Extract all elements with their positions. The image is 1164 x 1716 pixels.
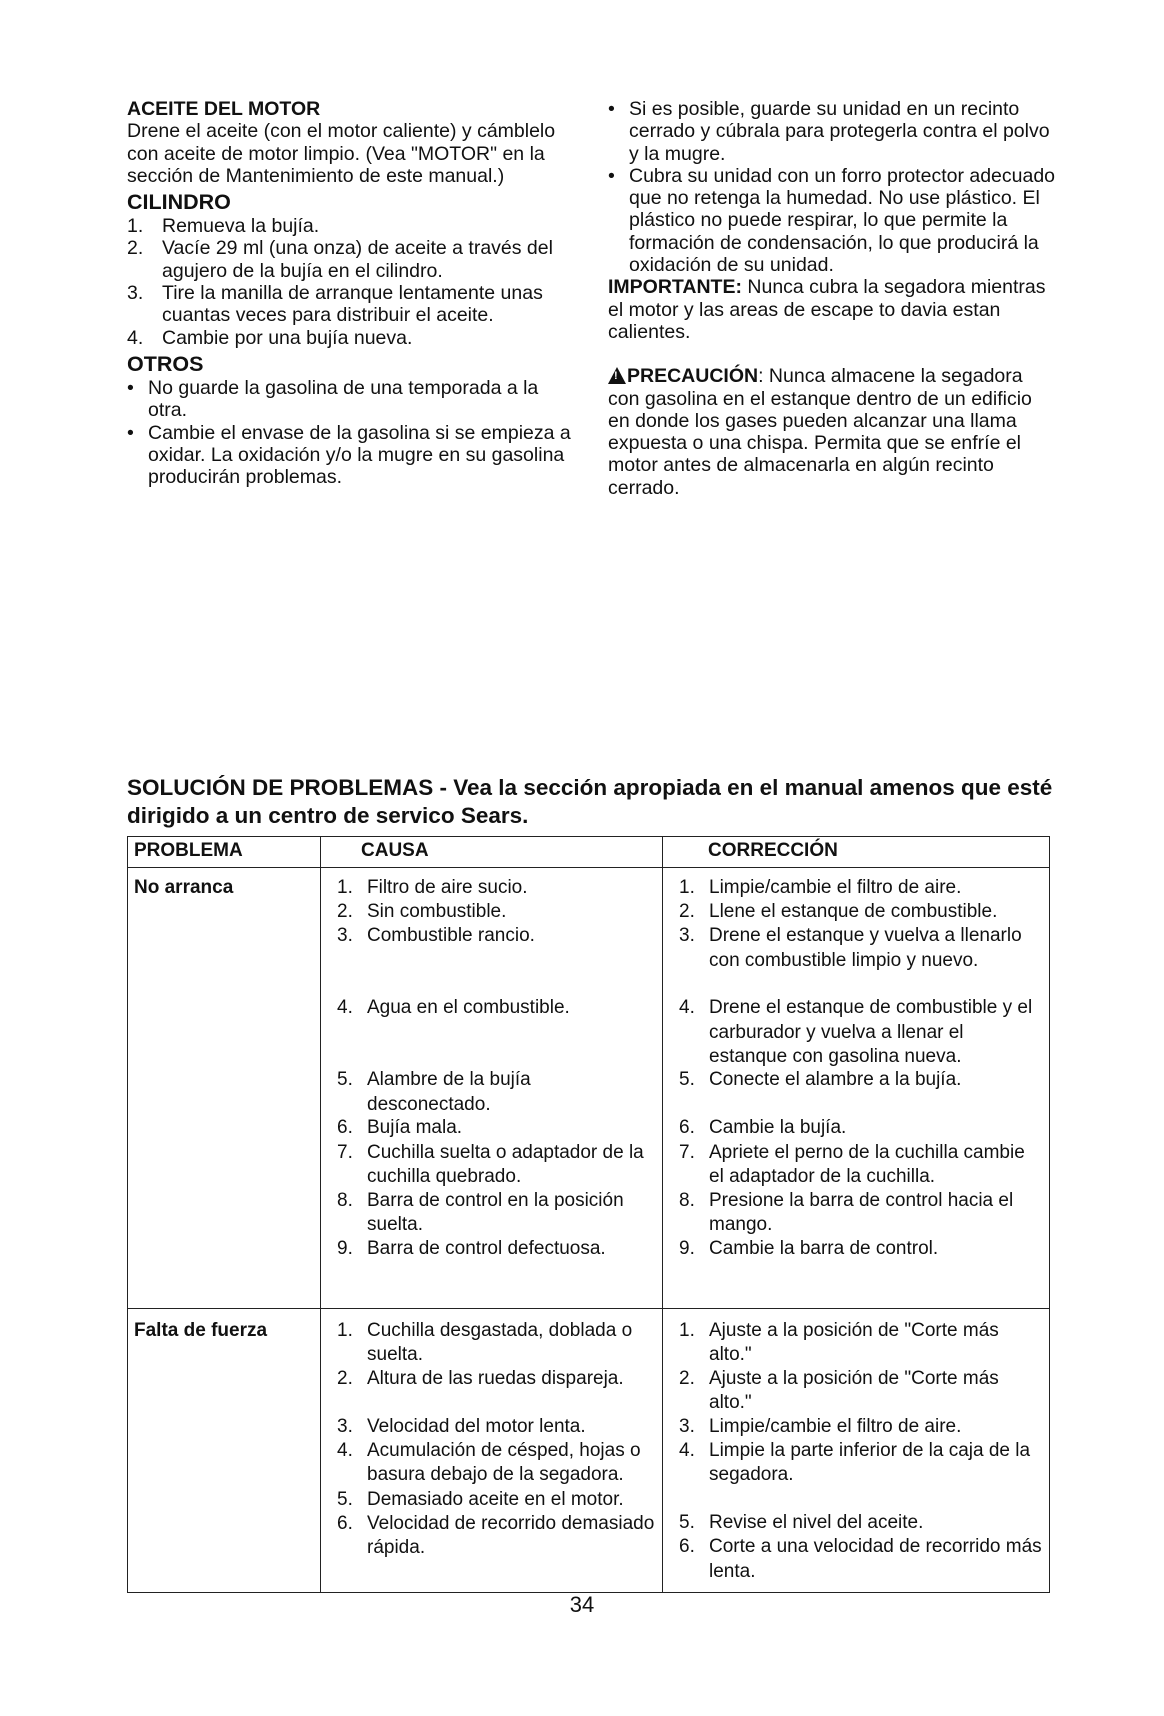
list-item: 4. Drene el estanque de combustible y el carburador y vuelva a llenar el estanque con gasolina nueva.	[679, 997, 1033, 1067]
list-item: 4. Cambie por una bujía nueva.	[127, 326, 413, 349]
list-item: 7. Cuchilla suelta o adaptador de la cuchilla quebrado.	[337, 1141, 644, 1187]
problem-cell: Falta de fuerza	[128, 1309, 321, 1593]
precaucion-text: : Nunca almacene la segadora con gasolina en el estanque dentro de un edificio en donde los gases pueden alcanzar una llama expuesta o una chispa. Permita que se enfríe el motor antes de almacenarla en algún recinto cerrado.	[608, 365, 1032, 499]
list-item: 5. Alambre de la bujía desconectado.	[337, 1069, 531, 1115]
aceite-heading: ACEITE DEL MOTOR	[127, 98, 321, 120]
otros-heading: OTROS	[127, 351, 204, 376]
list-item: 8. Presione la barra de control hacia el mango.	[679, 1190, 1014, 1236]
list-item: 3. Velocidad del motor lenta.	[337, 1416, 586, 1437]
list-item: 2. Ajuste a la posición de "Corte más alto."	[679, 1368, 999, 1414]
list-item: 1. Limpie/cambie el filtro de aire.	[679, 877, 962, 898]
left-column	[127, 98, 582, 488]
otros-list	[127, 377, 582, 488]
importante-note	[608, 276, 1058, 343]
list-item: 4. Limpie la parte inferior de la caja de la segadora.	[679, 1440, 1031, 1486]
list-item: 6. Bujía mala.	[337, 1117, 463, 1139]
storage-list	[608, 98, 1058, 276]
list-item: 5. Demasiado aceite en el motor.	[337, 1488, 624, 1510]
importante-label: IMPORTANTE:	[608, 276, 742, 299]
list-item: 6. Velocidad de recorrido demasiado rápida.	[337, 1512, 655, 1559]
list-item: 3. Tire la manilla de arranque lentamente unas cuantas veces para distribuir el aceite.	[127, 282, 543, 327]
list-item: 8. Barra de control en la posición suelta.	[337, 1190, 624, 1236]
cilindro-steps	[127, 215, 582, 349]
list-item: 4. Agua en el combustible.	[337, 997, 570, 1019]
list-item: 1. Remueva la bujía.	[127, 215, 320, 238]
list-item: 2. Altura de las ruedas dispareja.	[337, 1368, 624, 1389]
list-item: 7. Apriete el perno de la cuchilla cambie el adaptador de la cuchilla.	[679, 1141, 1025, 1187]
table-row	[128, 1309, 1050, 1593]
causes-cell	[321, 1309, 663, 1593]
list-item: 5. Conecte el alambre a la bujía.	[679, 1069, 962, 1091]
list-item: • Cambie el envase de la gasolina si se empieza a oxidar. La oxidación y/o la mugre en su gasolina producirán problemas.	[127, 421, 571, 489]
list-item: 2. Sin combustible.	[337, 901, 507, 923]
troubleshooting-table	[127, 836, 1050, 1593]
list-item: • No guarde la gasolina de una temporada a la otra.	[127, 376, 539, 422]
corrections-cell	[663, 868, 1050, 1309]
page-number: 34	[569, 1592, 595, 1617]
list-item: 3. Combustible rancio.	[337, 925, 535, 947]
list-item: 2. Vacíe 29 ml (una onza) de aceite a través del agujero de la bujía en el cilindro.	[127, 237, 553, 282]
table-header-row	[128, 837, 1050, 868]
troubleshooting-title: SOLUCIÓN DE PROBLEMAS - Vea la sección apropiada en el manual amenos que esté dirigido a un centro de servico Sears.	[127, 775, 1053, 828]
causes-cell	[321, 868, 663, 1309]
importante-text: Nunca cubra la segadora mientras el motor y las areas de escape to davia estan calientes.	[608, 276, 1046, 343]
cilindro-heading: CILINDRO	[127, 190, 231, 215]
precaucion-label: PRECAUCIÓN	[627, 365, 759, 388]
list-item: 6. Cambie la bujía.	[679, 1117, 847, 1139]
precaucion-note	[608, 365, 1058, 499]
list-item: 2. Llene el estanque de combustible.	[679, 901, 998, 923]
list-item: 1. Filtro de aire sucio.	[337, 877, 528, 898]
table-row	[128, 868, 1050, 1309]
list-item: • Si es posible, guarde su unidad en un recinto cerrado y cúbrala para protegerla contra el polvo y la mugre.	[608, 98, 1050, 165]
list-item: 6. Corte a una velocidad de recorrido más lenta.	[679, 1536, 1042, 1582]
header-causa: CAUSA	[321, 837, 663, 868]
list-item: 3. Drene el estanque y vuelva a llenarlo con combustible limpio y nuevo.	[679, 925, 1022, 971]
header-correccion: CORRECCIÓN	[663, 837, 1050, 868]
corrections-cell	[663, 1309, 1050, 1593]
list-item: 3. Limpie/cambie el filtro de aire.	[679, 1416, 962, 1437]
list-item: 1. Cuchilla desgastada, doblada o suelta.	[337, 1320, 633, 1366]
header-problema: PROBLEMA	[128, 837, 321, 868]
list-item: 4. Acumulación de césped, hojas o basura debajo de la segadora.	[337, 1440, 641, 1486]
right-column	[608, 98, 1058, 499]
warning-icon	[608, 367, 626, 384]
list-item: 5. Revise el nivel del aceite.	[679, 1512, 924, 1534]
aceite-text: Drene el aceite (con el motor caliente) y cámblelo con aceite de motor limpio. (Vea "MOTOR" en la sección de Mantenimiento de este manual.)	[127, 120, 556, 187]
list-item: • Cubra su unidad con un forro protector adecuado que no retenga la humedad. No use plástico. El plástico no puede respirar, lo que permite la formación de condensación, lo que producirá la oxidación de su unidad.	[608, 164, 1056, 277]
list-item: 9. Barra de control defectuosa.	[337, 1238, 606, 1260]
list-item: 9. Cambie la barra de control.	[679, 1238, 939, 1260]
list-item: 1. Ajuste a la posición de "Corte más alto."	[679, 1320, 999, 1366]
problem-cell: No arranca	[128, 868, 321, 1309]
